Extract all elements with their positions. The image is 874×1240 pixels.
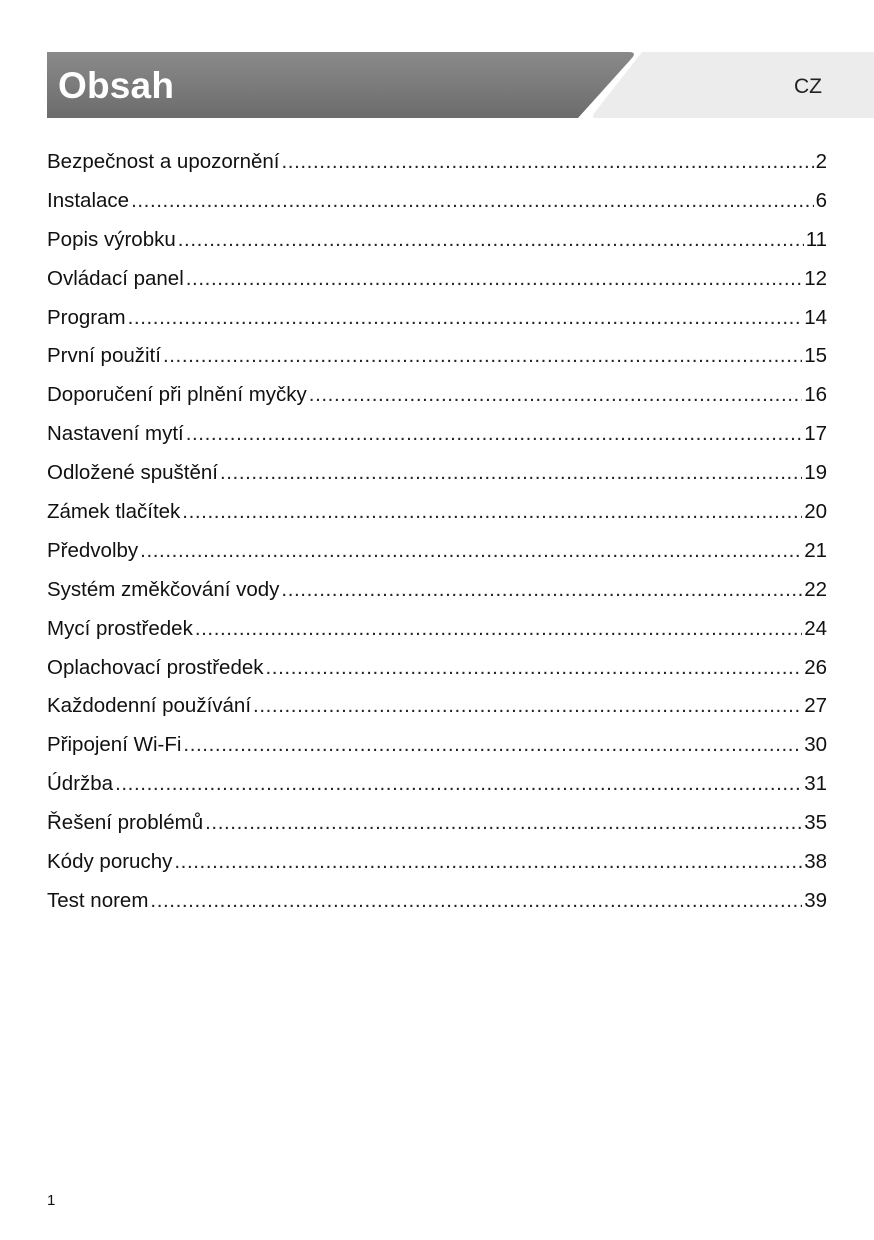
toc-entry[interactable]: [47, 415, 827, 454]
toc-entry-label: Doporučení při plnění myčky: [47, 383, 307, 407]
toc-entry-label: Každodenní používání: [47, 694, 252, 718]
toc-entry-label: Popis výrobku: [47, 227, 176, 251]
toc-entry[interactable]: [47, 532, 827, 571]
toc-entry-label: Bezpečnost a upozornění: [47, 150, 280, 173]
toc-entry[interactable]: [47, 337, 827, 376]
toc-entry-page: 19: [804, 461, 827, 485]
toc-entry-page: 11: [805, 227, 827, 251]
leader-dots: [174, 843, 802, 882]
toc-entry-label: Test norem: [47, 888, 149, 912]
toc-entry[interactable]: [47, 726, 827, 765]
toc-entry-label: Odložené spuštění: [47, 461, 218, 485]
leader-dots: [183, 726, 802, 765]
leader-dots: [253, 687, 802, 726]
toc-entry-label: Kódy poruchy: [47, 850, 173, 874]
toc-entry-page: 22: [804, 577, 827, 601]
leader-dots: [140, 532, 802, 571]
toc-entry[interactable]: [47, 454, 827, 493]
leader-dots: [131, 182, 814, 221]
toc-entry-label: Údržba: [47, 772, 114, 796]
toc-entry[interactable]: [47, 687, 827, 726]
leader-dots: [282, 143, 814, 182]
toc-entry[interactable]: [47, 610, 827, 649]
leader-dots: [163, 337, 802, 376]
toc-entry[interactable]: [47, 571, 827, 610]
leader-dots: [309, 376, 802, 415]
toc-entry-page: 14: [804, 305, 827, 329]
toc-entry-label: Předvolby: [47, 538, 139, 562]
toc-entry-page: 38: [804, 850, 827, 874]
toc-entry[interactable]: [47, 182, 827, 221]
leader-dots: [266, 649, 803, 688]
toc-entry[interactable]: [47, 843, 827, 882]
toc-entry-label: Mycí prostředek: [47, 616, 193, 640]
toc-entry-page: 24: [804, 616, 827, 640]
toc-entry-label: Program: [47, 305, 126, 329]
toc-entry-page: 17: [804, 422, 827, 446]
toc-entry[interactable]: [47, 260, 827, 299]
leader-dots: [195, 610, 802, 649]
language-code: CZ: [794, 75, 822, 98]
toc-entry[interactable]: [47, 765, 827, 804]
toc-entry-page: 6: [815, 188, 827, 212]
toc-entry-label: Nastavení mytí: [47, 422, 184, 446]
toc-entry-page: 27: [804, 694, 827, 718]
leader-dots: [205, 804, 802, 843]
toc-entry-label: Řešení problémů: [47, 811, 204, 835]
toc-entry[interactable]: [47, 804, 827, 843]
toc-entry-label: Systém změkčování vody: [47, 577, 280, 601]
toc-entry-page: 26: [804, 655, 827, 679]
leader-dots: [220, 454, 802, 493]
toc-entry-page: 39: [804, 888, 827, 912]
toc-entry[interactable]: [47, 493, 827, 532]
language-band: [592, 52, 874, 118]
toc-entry-page: 12: [804, 266, 827, 290]
toc-entry[interactable]: [47, 882, 827, 921]
toc-entry-page: 35: [804, 811, 827, 835]
toc-entry-label: První použití: [47, 344, 161, 368]
page-title: Obsah: [58, 65, 175, 106]
leader-dots: [186, 415, 802, 454]
leader-dots: [150, 882, 802, 921]
page-number: 1: [47, 1192, 56, 1209]
toc-entry-page: 30: [804, 733, 827, 757]
leader-dots: [128, 299, 803, 338]
toc-entry-page: 31: [804, 772, 827, 796]
toc-entry-label: Instalace: [47, 188, 130, 212]
toc-entry-page: 16: [804, 383, 827, 407]
leader-dots: [281, 571, 802, 610]
leader-dots: [182, 493, 802, 532]
toc-entry[interactable]: [47, 221, 827, 260]
toc-entry-page: 15: [804, 344, 827, 368]
toc-entry-label: Oplachovací prostředek: [47, 655, 264, 679]
toc-entry[interactable]: [47, 376, 827, 415]
toc-entry-label: Ovládací panel: [47, 266, 184, 290]
leader-dots: [186, 260, 802, 299]
toc-entry-label: Připojení Wi-Fi: [47, 733, 182, 757]
toc-entry[interactable]: [47, 649, 827, 688]
table-of-contents: [47, 143, 827, 921]
toc-entry[interactable]: [47, 143, 827, 182]
toc-entry[interactable]: [47, 299, 827, 338]
toc-entry-page: 20: [804, 500, 827, 524]
toc-entry-label: Zámek tlačítek: [47, 500, 181, 524]
leader-dots: [178, 221, 804, 260]
toc-entry-page: 21: [804, 538, 827, 562]
toc-entry-page: 2: [815, 150, 827, 173]
leader-dots: [115, 765, 802, 804]
